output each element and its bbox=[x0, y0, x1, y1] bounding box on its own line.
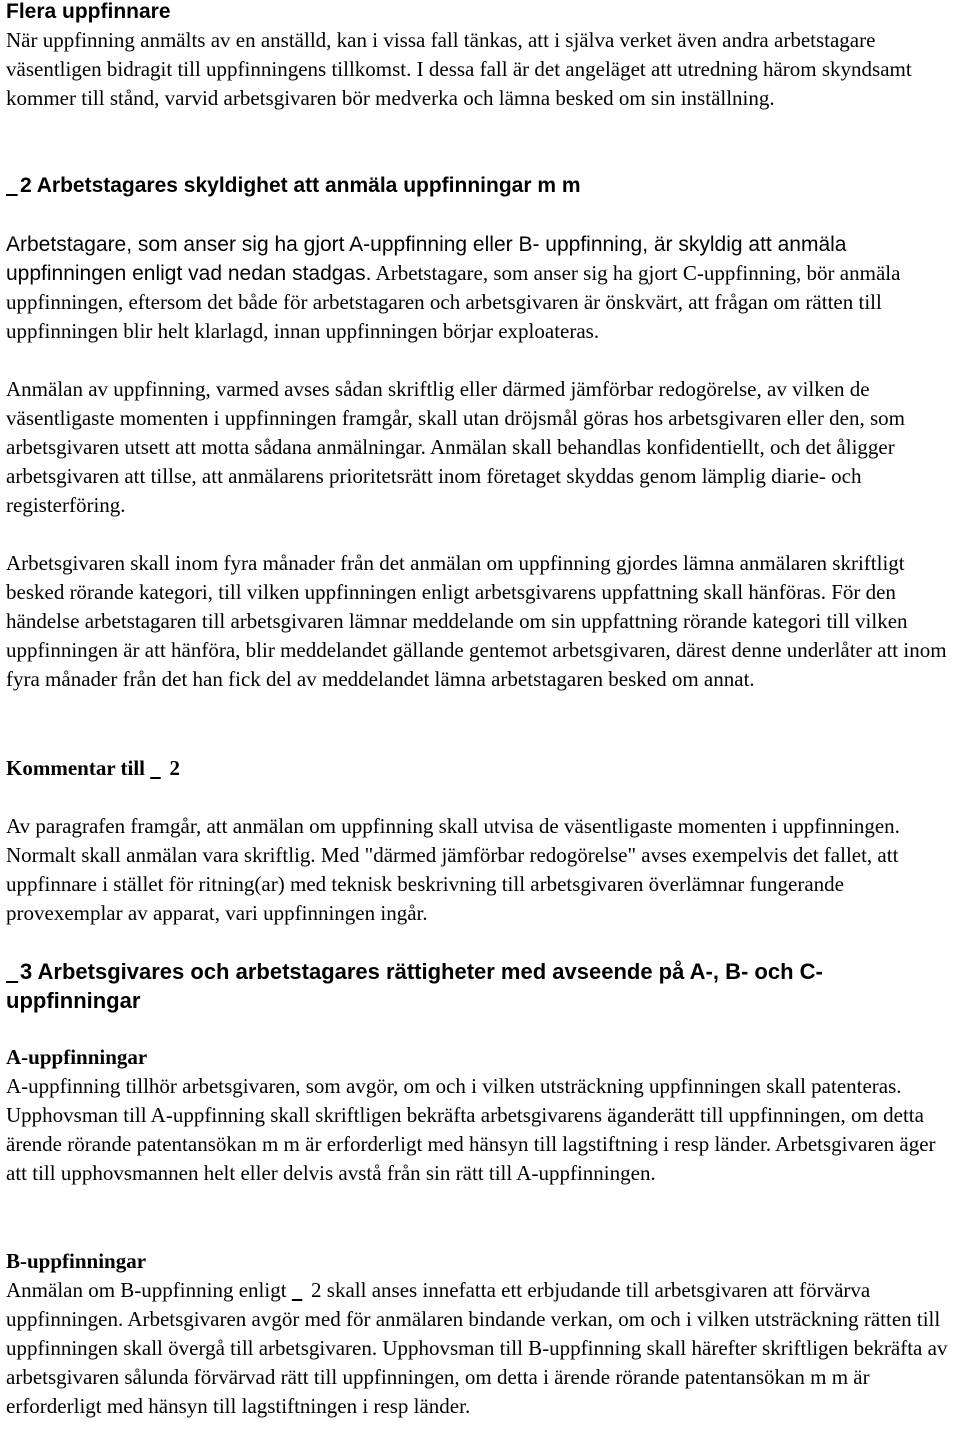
paragraph-1a: Arbetstagare, som anser sig ha gjort A-uppfinning eller B- uppfinning, är skyldig att anmäla uppfinningen enligt vad nedan stadgas. bbox=[6, 233, 847, 285]
section-sign-icon bbox=[292, 1276, 306, 1305]
heading-kommentar-2: Kommentar till 2 bbox=[6, 754, 954, 783]
heading-flera-uppfinnare: Flera uppfinnare bbox=[6, 0, 171, 23]
section-b-uppfinningar bbox=[6, 1247, 954, 1421]
heading-section-2 bbox=[6, 171, 954, 200]
heading-section-2-text: 2 Arbetstagares skyldighet att anmäla uppfinningar m m bbox=[20, 174, 581, 197]
heading-section-3 bbox=[6, 957, 954, 1015]
section-2-paragraph-2: Anmälan av uppfinning, varmed avses sådan skriftlig eller därmed jämförbar redogörelse, av vilken de väsentligaste momenten i uppfinningen framgår, skall utan dröjsmål göras hos arbetsgivaren eller den, som arbetsgivaren utsett att motta sådana anmälningar. Anmälan skall behandlas konfidentiellt, och det åligger arbetsgivaren att tillse, att anmälarens prioritetsrätt inom företaget skyddas genom lämplig diarie- och registerföring. bbox=[6, 377, 906, 517]
section-flera-uppfinnare bbox=[6, 0, 954, 113]
paragraph-flera-uppfinnare: När uppfinning anmälts av en anställd, kan i vissa fall tänkas, att i själva verket även andra arbetstagare väsentligen bidragit till uppfinningens tillkomst. I dessa fall är det angeläget att utredning härom skyndsamt kommer till stånd, varvid arbetsgivaren bör medverka och lämna besked om sin inställning. bbox=[6, 28, 912, 110]
section-2-paragraph-3: Arbetsgivaren skall inom fyra månader från det anmälan om uppfinning gjordes lämna anmälaren skriftligt besked rörande kategori, till vilken uppfinningen enligt arbetsgivarens uppfattning skall hänföras. För den händelse arbetstagaren till arbetsgivaren lämnar meddelande om sin uppfattning rörande kategori till vilken uppfinningen är att hänföra, blir meddelandet gällande gentemot arbetsgivaren, därest denne underlåter att inom fyra månader från det han fick del av meddelandet lämna arbetstagaren besked om annat. bbox=[6, 551, 947, 691]
section-a-uppfinningar bbox=[6, 1043, 954, 1188]
section-sign-icon bbox=[6, 171, 20, 200]
paragraph-1b: Arbetstagare, som anser sig ha gjort C-uppfinning, bör anmäla uppfinningen, eftersom det både för arbetstagaren och arbetsgivaren är önskvärt, att frågan om rätten till uppfinningen blir helt klarlagd, innan uppfinningen börjar exploateras. bbox=[6, 261, 901, 343]
section-2-paragraph-1 bbox=[6, 230, 954, 346]
heading-a-uppfinningar: A-uppfinningar bbox=[6, 1045, 148, 1069]
paragraph-b-uppfinningar: Anmälan om B-uppfinning enligt 2 skall anses innefatta ett erbjudande till arbetsgivaren att förvärva uppfinningen. Arbetsgivaren avgör med för anmälaren bindande verkan, om och i vilken utsträckning rätten till uppfinningen skall övergå till arbetsgivaren. Upphovsman till B-uppfinning skall härefter skriftligen bekräfta av arbetsgivaren sålunda förvärvad rätt till uppfinningen, om detta i ärende rörande patentansökan m m är erforderligt med hänsyn till lagstiftningen i resp länder. bbox=[6, 1278, 948, 1418]
heading-b-uppfinningar: B-uppfinningar bbox=[6, 1249, 147, 1273]
section-sign-icon bbox=[6, 957, 20, 986]
section-sign-icon bbox=[150, 754, 164, 783]
heading-section-3-text: 3 Arbetsgivares och arbetstagares rättigheter med avseende på A-, B- och C-uppfinningar bbox=[6, 959, 823, 1013]
paragraph-a-uppfinningar: A-uppfinning tillhör arbetsgivaren, som avgör, om och i vilken utsträckning uppfinningen skall patenteras. Upphovsman till A-uppfinning skall skriftligen bekräfta arbetsgivarens äganderätt till uppfinningen, om detta ärende rörande patentansökan m m är erforderligt med hänsyn till lagstiftning i resp länder. Arbetsgivaren äger att till upphovsmannen helt eller delvis avstå från sin rätt till A-uppfinningen. bbox=[6, 1074, 936, 1185]
kommentar-2-paragraph: Av paragrafen framgår, att anmälan om uppfinning skall utvisa de väsentligaste momenten i uppfinningen. Normalt skall anmälan vara skriftlig. Med "därmed jämförbar redogörelse" avses exempelvis det fallet, att uppfinnare i stället för ritning(ar) med teknisk beskrivning till arbetsgivaren överlämnar fungerande provexemplar av apparat, vari uppfinningen ingår. bbox=[6, 814, 900, 925]
